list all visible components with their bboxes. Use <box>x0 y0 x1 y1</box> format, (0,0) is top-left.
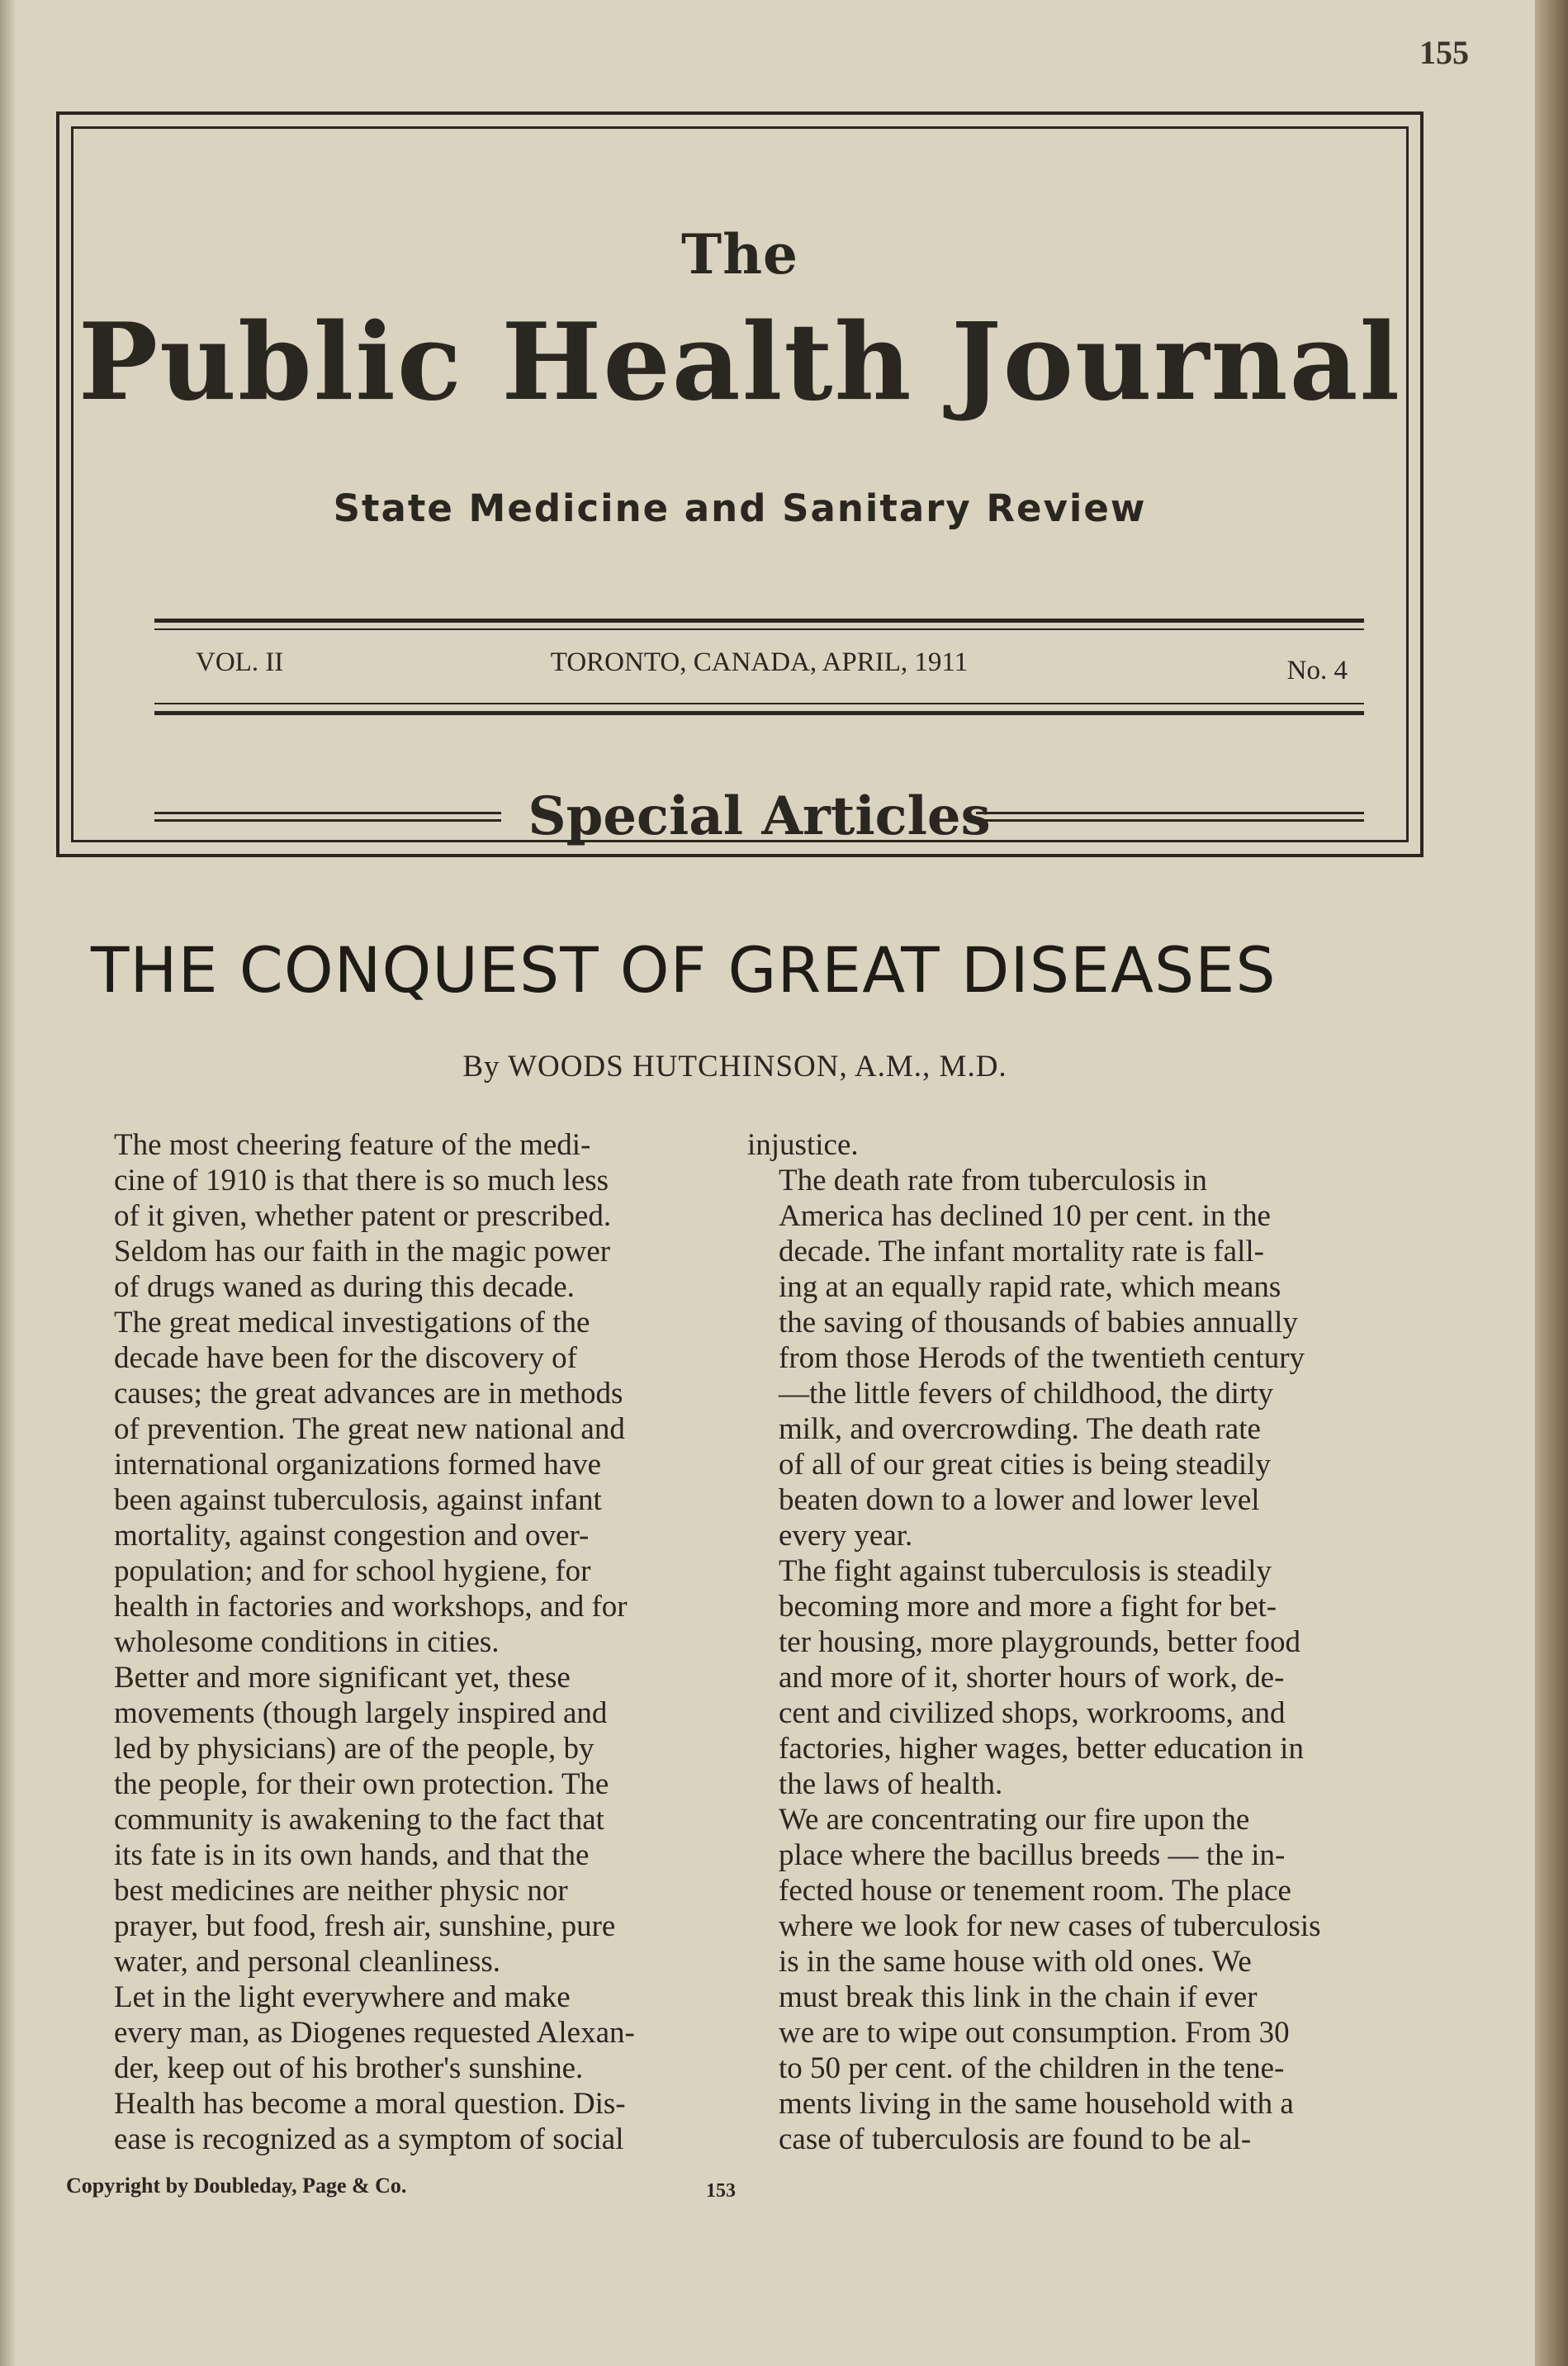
text-line: Let in the light everywhere and make <box>114 1980 571 2014</box>
section-heading: Special Articles <box>528 785 991 847</box>
text-line: where we look for new cases of tuberculosis <box>779 1909 1321 1943</box>
text-line: fected house or tenement room. The place <box>779 1874 1291 1908</box>
rule-top-thick <box>154 619 1364 623</box>
text-line: The fight against tuberculosis is steadily <box>779 1554 1272 1588</box>
text-line: America has declined 10 per cent. in the <box>779 1199 1271 1233</box>
article-byline: By WOODS HUTCHINSON, A.M., M.D. <box>462 1050 1007 1083</box>
text-line: case of tuberculosis are found to be al- <box>779 2122 1252 2156</box>
text-line: mortality, against congestion and over- <box>114 1519 590 1553</box>
text-line: every man, as Diogenes requested Alexan- <box>114 2016 635 2050</box>
text-line: the people, for their own protection. The <box>114 1767 609 1801</box>
text-line: must break this link in the chain if ever <box>779 1980 1258 2014</box>
text-line: decade. The infant mortality rate is fall- <box>779 1235 1264 1268</box>
rule-mid-thin <box>154 703 1364 704</box>
text-line: from those Herods of the twentieth century <box>779 1341 1305 1375</box>
text-line: the saving of thousands of babies annually <box>779 1306 1298 1339</box>
text-line: every year. <box>779 1519 913 1553</box>
issue-number: No. 4 <box>1286 656 1348 685</box>
text-line: ing at an equally rapid rate, which means <box>779 1270 1281 1304</box>
paragraph <box>83 1660 710 1980</box>
gutter-shadow <box>0 0 17 2366</box>
journal-subtitle: State Medicine and Sanitary Review <box>333 486 1147 530</box>
text-line: ments living in the same household with a <box>779 2087 1294 2121</box>
paragraph <box>747 1802 1424 2157</box>
masthead-frame <box>56 111 1424 857</box>
text-line: injustice. <box>747 1128 859 1162</box>
text-line: we are to wipe out consumption. From 30 <box>779 2016 1290 2050</box>
volume-label: VOL. II <box>196 647 284 677</box>
text-line: beaten down to a lower and lower level <box>779 1483 1260 1517</box>
rule-mid-thick <box>154 711 1364 715</box>
text-line: movements (though largely inspired and <box>114 1696 608 1730</box>
text-line: cent and civilized shops, workrooms, and <box>779 1696 1286 1730</box>
text-line: Better and more significant yet, these <box>114 1661 571 1695</box>
text-line: factories, higher wages, better education in <box>779 1732 1304 1766</box>
paragraph <box>747 1127 1424 1163</box>
text-line: prayer, but food, fresh air, sunshine, pure <box>114 1909 616 1943</box>
paragraph <box>83 1305 710 1660</box>
text-line: We are concentrating our fire upon the <box>779 1803 1250 1837</box>
copyright-notice: Copyright by Doubleday, Page & Co. <box>66 2174 407 2198</box>
paragraph <box>83 1980 710 2157</box>
place-date: TORONTO, CANADA, APRIL, 1911 <box>550 647 969 677</box>
text-line: The death rate from tuberculosis in <box>779 1164 1207 1197</box>
text-line: decade have been for the discovery of <box>114 1341 577 1375</box>
paragraph <box>747 1163 1424 1553</box>
text-line: wholesome conditions in cities. <box>114 1625 500 1659</box>
text-line: causes; the great advances are in methods <box>114 1377 623 1411</box>
page-edge <box>1535 0 1568 2366</box>
article-title: THE CONQUEST OF GREAT DISEASES <box>91 933 1277 1007</box>
left-column <box>83 1127 710 2157</box>
text-line: of it given, whether patent or prescribed. <box>114 1199 612 1233</box>
page-number: 153 <box>706 2180 736 2202</box>
text-line: and more of it, shorter hours of work, de- <box>779 1661 1285 1695</box>
text-line: led by physicians) are of the people, by <box>114 1732 595 1766</box>
text-line: cine of 1910 is that there is so much less <box>114 1164 609 1197</box>
text-line: place where the bacillus breeds — the in- <box>779 1838 1286 1872</box>
text-line: health in factories and workshops, and for <box>114 1590 628 1624</box>
text-line: Health has become a moral question. Dis- <box>114 2087 626 2121</box>
text-line: population; and for school hygiene, for <box>114 1554 591 1588</box>
text-line: The great medical investigations of the <box>114 1306 590 1339</box>
text-line: ter housing, more playgrounds, better food <box>779 1625 1300 1659</box>
text-line: of drugs waned as during this decade. <box>114 1270 575 1304</box>
text-line: —the little fevers of childhood, the dirty <box>779 1377 1274 1411</box>
journal-title: Public Health Journal <box>78 301 1402 424</box>
section-heading-row <box>154 784 1364 850</box>
text-line: ease is recognized as a symptom of social <box>114 2122 624 2156</box>
paragraph <box>747 1553 1424 1802</box>
text-line: been against tuberculosis, against infant <box>114 1483 602 1517</box>
text-line: der, keep out of his brother's sunshine. <box>114 2051 584 2085</box>
text-line: of all of our great cities is being steadily <box>779 1448 1271 1482</box>
paragraph <box>83 1127 710 1305</box>
masthead-the: The <box>680 222 799 287</box>
text-line: water, and personal cleanliness. <box>114 1945 501 1979</box>
text-line: of prevention. The great new national and <box>114 1412 625 1446</box>
text-line: milk, and overcrowding. The death rate <box>779 1412 1261 1446</box>
text-line: community is awakening to the fact that <box>114 1803 604 1837</box>
text-line: Seldom has our faith in the magic power <box>114 1235 611 1268</box>
text-line: to 50 per cent. of the children in the tene- <box>779 2051 1285 2085</box>
text-line: becoming more and more a fight for bet- <box>779 1590 1277 1624</box>
text-line: its fate is in its own hands, and that the <box>114 1838 590 1872</box>
text-line: is in the same house with old ones. We <box>779 1945 1252 1979</box>
running-page-number: 155 <box>1419 34 1469 71</box>
text-line: best medicines are neither physic nor <box>114 1874 568 1908</box>
issue-info-row <box>154 647 1364 697</box>
right-column <box>747 1127 1424 2157</box>
text-line: The most cheering feature of the medi- <box>114 1128 591 1162</box>
text-line: the laws of health. <box>779 1767 1003 1801</box>
text-line: international organizations formed have <box>114 1448 602 1482</box>
rule-top-thin <box>154 628 1364 630</box>
